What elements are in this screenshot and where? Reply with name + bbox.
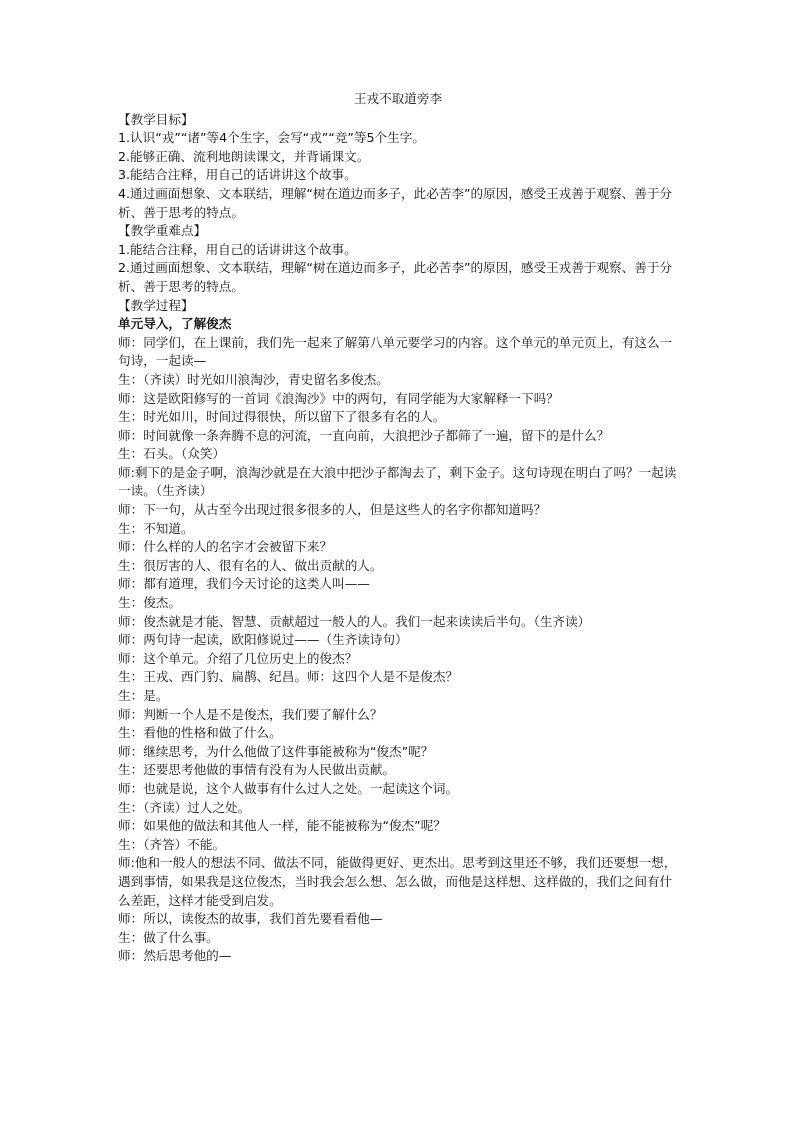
section-heading-objectives: 【教学目标】 <box>118 111 194 127</box>
section-heading-key-points: 【教学重难点】 <box>118 223 207 239</box>
dialogue-line: 师：判断一个人是不是俊杰，我们要了解什么？ <box>118 706 383 722</box>
dialogue-line: 生：（齐答）不能。 <box>118 836 226 852</box>
dialogue-line: 师:剩下的是金子啊，浪淘沙就是在大浪中把沙子都淘去了，剩下金子。这句诗现在明白了吗？一起读一读。（生齐读） <box>118 464 677 499</box>
objective-item: 1.认识“戎”“诸”等4个生字，会写“戎”“竞”等5个生字。 <box>118 130 425 146</box>
section-heading-process: 【教学过程】 <box>118 297 194 313</box>
dialogue-line: 生：（齐读）过人之处。 <box>118 799 251 815</box>
dialogue-line: 师：两句诗一起读，欧阳修说过——（生齐读诗句） <box>118 632 408 648</box>
dialogue-line: 师：下一句，从古至今出现过很多很多的人，但是这些人的名字你都知道吗？ <box>118 502 547 518</box>
dialogue-line: 师：所以，读俊杰的故事，我们首先要看看他— <box>118 911 383 927</box>
dialogue-line: 师：都有道理，我们今天讨论的这类人叫—— <box>118 576 370 592</box>
dialogue-line: 生：不知道。 <box>118 520 194 536</box>
objective-item: 3.能结合注释，用自己的话讲讲这个故事。 <box>118 167 357 183</box>
dialogue-line: 师：这个单元。介绍了几位历史上的俊杰？ <box>118 650 358 666</box>
dialogue-line: 生：还要思考他做的事情有没有为人民做出贡献。 <box>118 762 396 778</box>
dialogue-line: 生：王戎、西门豹、扁鹊、纪昌。师：这四个人是不是俊杰？ <box>118 669 459 685</box>
dialogue-line: 师：时间就像一条奔腾不息的河流，一直向前，大浪把沙子都筛了一遍，留下的是什么？ <box>118 427 610 443</box>
dialogue-line: 生：石头。（众笑） <box>118 446 226 462</box>
key-point-item: 2.通过画面想象、文本联结，理解“树在道边而多子，此必苦李”的原因，感受王戎善于观察、善于分析、善于思考的特点。 <box>118 260 673 294</box>
document-page <box>118 90 678 966</box>
dialogue-line: 生：（齐读）时光如川浪淘沙，青史留名多俊杰。 <box>118 371 389 387</box>
subheading-unit-intro: 单元导入，了解俊杰 <box>118 316 232 332</box>
dialogue-line: 师：然后思考他的— <box>118 948 232 964</box>
dialogue-line: 生：看他的性格和做了什么。 <box>118 725 282 741</box>
dialogue-block <box>118 334 678 966</box>
dialogue-line: 生：是。 <box>118 688 169 703</box>
dialogue-line: 生：做了什么事。 <box>118 929 219 945</box>
dialogue-line: 师：同学们，在上课前，我们先一起来了解第八单元要学习的内容。这个单元的单元页上，有这么一句诗，一起读— <box>118 334 673 369</box>
document-title: 王戎不取道旁李 <box>353 91 443 106</box>
dialogue-line: 师：也就是说，这个人做事有什么过人之处。一起读这个词。 <box>118 780 459 796</box>
dialogue-line: 生：很厉害的人、很有名的人、做出贡献的人。 <box>118 557 383 573</box>
dialogue-line: 师:他和一般人的想法不同、做法不同，能做得更好、更杰出。思考到这里还不够，我们还要想一想，遇到事情，如果我是这位俊杰，当时我会怎么想、怎么做，而他是这样想、这样做的，我们之间有什么差距，这样才能受到启发。 <box>118 855 677 908</box>
dialogue-line: 师：继续思考，为什么他做了这件事能被称为“俊杰”呢？ <box>118 743 434 759</box>
dialogue-line: 师：这是欧阳修写的一首词《浪淘沙》中的两句，有同学能为大家解释一下吗？ <box>118 390 559 406</box>
objective-item: 4.通过画面想象、文本联结，理解“树在道边而多子，此必苦李”的原因，感受王戎善于观察、善于分析、善于思考的特点。 <box>118 185 673 220</box>
dialogue-line: 师：什么样的人的名字才会被留下来？ <box>118 539 333 555</box>
dialogue-line: 生：俊杰。 <box>118 595 181 611</box>
dialogue-line: 师：如果他的做法和其他人一样，能不能被称为“俊杰”呢？ <box>118 818 446 834</box>
dialogue-line: 师：俊杰就是才能、智慧、贡献超过一般人的人。我们一起来读读后半句。（生齐读） <box>118 613 591 629</box>
key-point-item: 1.能结合注释，用自己的话讲讲这个故事。 <box>118 241 357 257</box>
objective-item: 2.能够正确、流利地朗读课文，并背诵课文。 <box>118 148 370 164</box>
dialogue-line: 生：时光如川，时间过得很快，所以留下了很多有名的人。 <box>118 409 446 425</box>
